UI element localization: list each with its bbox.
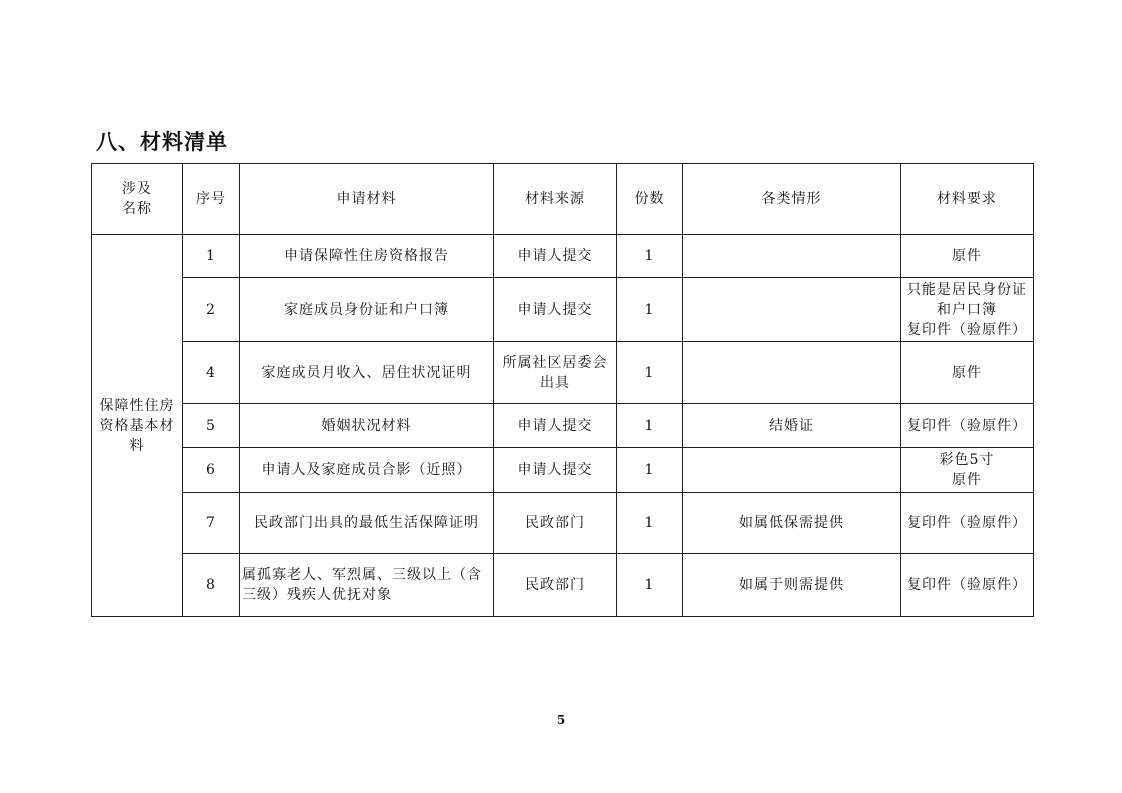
material-cell: 家庭成员月收入、居住状况证明 — [240, 342, 494, 404]
material-cell: 属孤寡老人、军烈属、三级以上（含 三级）残疾人优抚对象 — [240, 554, 494, 617]
source-cell: 所属社区居委会 出具 — [494, 342, 617, 404]
source-cell: 申请人提交 — [494, 278, 617, 342]
table-row — [92, 278, 1034, 342]
material-cell: 民政部门出具的最低生活保障证明 — [240, 493, 494, 554]
situation-cell: 结婚证 — [683, 404, 901, 448]
header-copies: 份数 — [617, 164, 683, 235]
material-cell: 家庭成员身份证和户口簿 — [240, 278, 494, 342]
row-index-cell: 5 — [183, 404, 240, 448]
category-name-cell: 保障性住房 资格基本材 料 — [92, 235, 183, 617]
situation-cell — [683, 448, 901, 493]
copies-cell: 1 — [617, 493, 683, 554]
header-material: 申请材料 — [240, 164, 494, 235]
row-index-cell: 6 — [183, 448, 240, 493]
table-row — [92, 404, 1034, 448]
situation-cell: 如属于则需提供 — [683, 554, 901, 617]
header-situation: 各类情形 — [683, 164, 901, 235]
table-row — [92, 342, 1034, 404]
section-title: 八、材料清单 — [96, 130, 228, 154]
materials-table — [91, 163, 1034, 617]
table-row — [92, 554, 1034, 617]
header-requirement: 材料要求 — [901, 164, 1034, 235]
situation-cell: 如属低保需提供 — [683, 493, 901, 554]
copies-cell: 1 — [617, 554, 683, 617]
requirement-cell: 复印件（验原件） — [901, 554, 1034, 617]
row-index-cell: 7 — [183, 493, 240, 554]
copies-cell: 1 — [617, 342, 683, 404]
row-index-cell: 4 — [183, 342, 240, 404]
header-index: 序号 — [183, 164, 240, 235]
row-index-cell: 8 — [183, 554, 240, 617]
row-index-cell: 2 — [183, 278, 240, 342]
requirement-cell: 复印件（验原件） — [901, 493, 1034, 554]
row-index-cell: 1 — [183, 235, 240, 278]
source-cell: 申请人提交 — [494, 404, 617, 448]
source-cell: 民政部门 — [494, 493, 617, 554]
source-cell: 民政部门 — [494, 554, 617, 617]
header-source: 材料来源 — [494, 164, 617, 235]
material-cell: 申请保障性住房资格报告 — [240, 235, 494, 278]
table-header-row — [92, 164, 1034, 235]
copies-cell: 1 — [617, 448, 683, 493]
source-cell: 申请人提交 — [494, 448, 617, 493]
table-row — [92, 235, 1034, 278]
table-row — [92, 493, 1034, 554]
copies-cell: 1 — [617, 404, 683, 448]
material-cell: 婚姻状况材料 — [240, 404, 494, 448]
requirement-cell: 原件 — [901, 235, 1034, 278]
table-row — [92, 448, 1034, 493]
situation-cell — [683, 278, 901, 342]
source-cell: 申请人提交 — [494, 235, 617, 278]
situation-cell — [683, 342, 901, 404]
requirement-cell: 只能是居民身份证 和户口簿 复印件（验原件） — [901, 278, 1034, 342]
copies-cell: 1 — [617, 278, 683, 342]
requirement-cell: 复印件（验原件） — [901, 404, 1034, 448]
requirement-cell: 彩色5寸 原件 — [901, 448, 1034, 493]
page-number: 5 — [556, 713, 566, 727]
situation-cell — [683, 235, 901, 278]
requirement-cell: 原件 — [901, 342, 1034, 404]
copies-cell: 1 — [617, 235, 683, 278]
material-cell: 申请人及家庭成员合影（近照） — [240, 448, 494, 493]
header-category: 涉及 名称 — [92, 164, 183, 235]
